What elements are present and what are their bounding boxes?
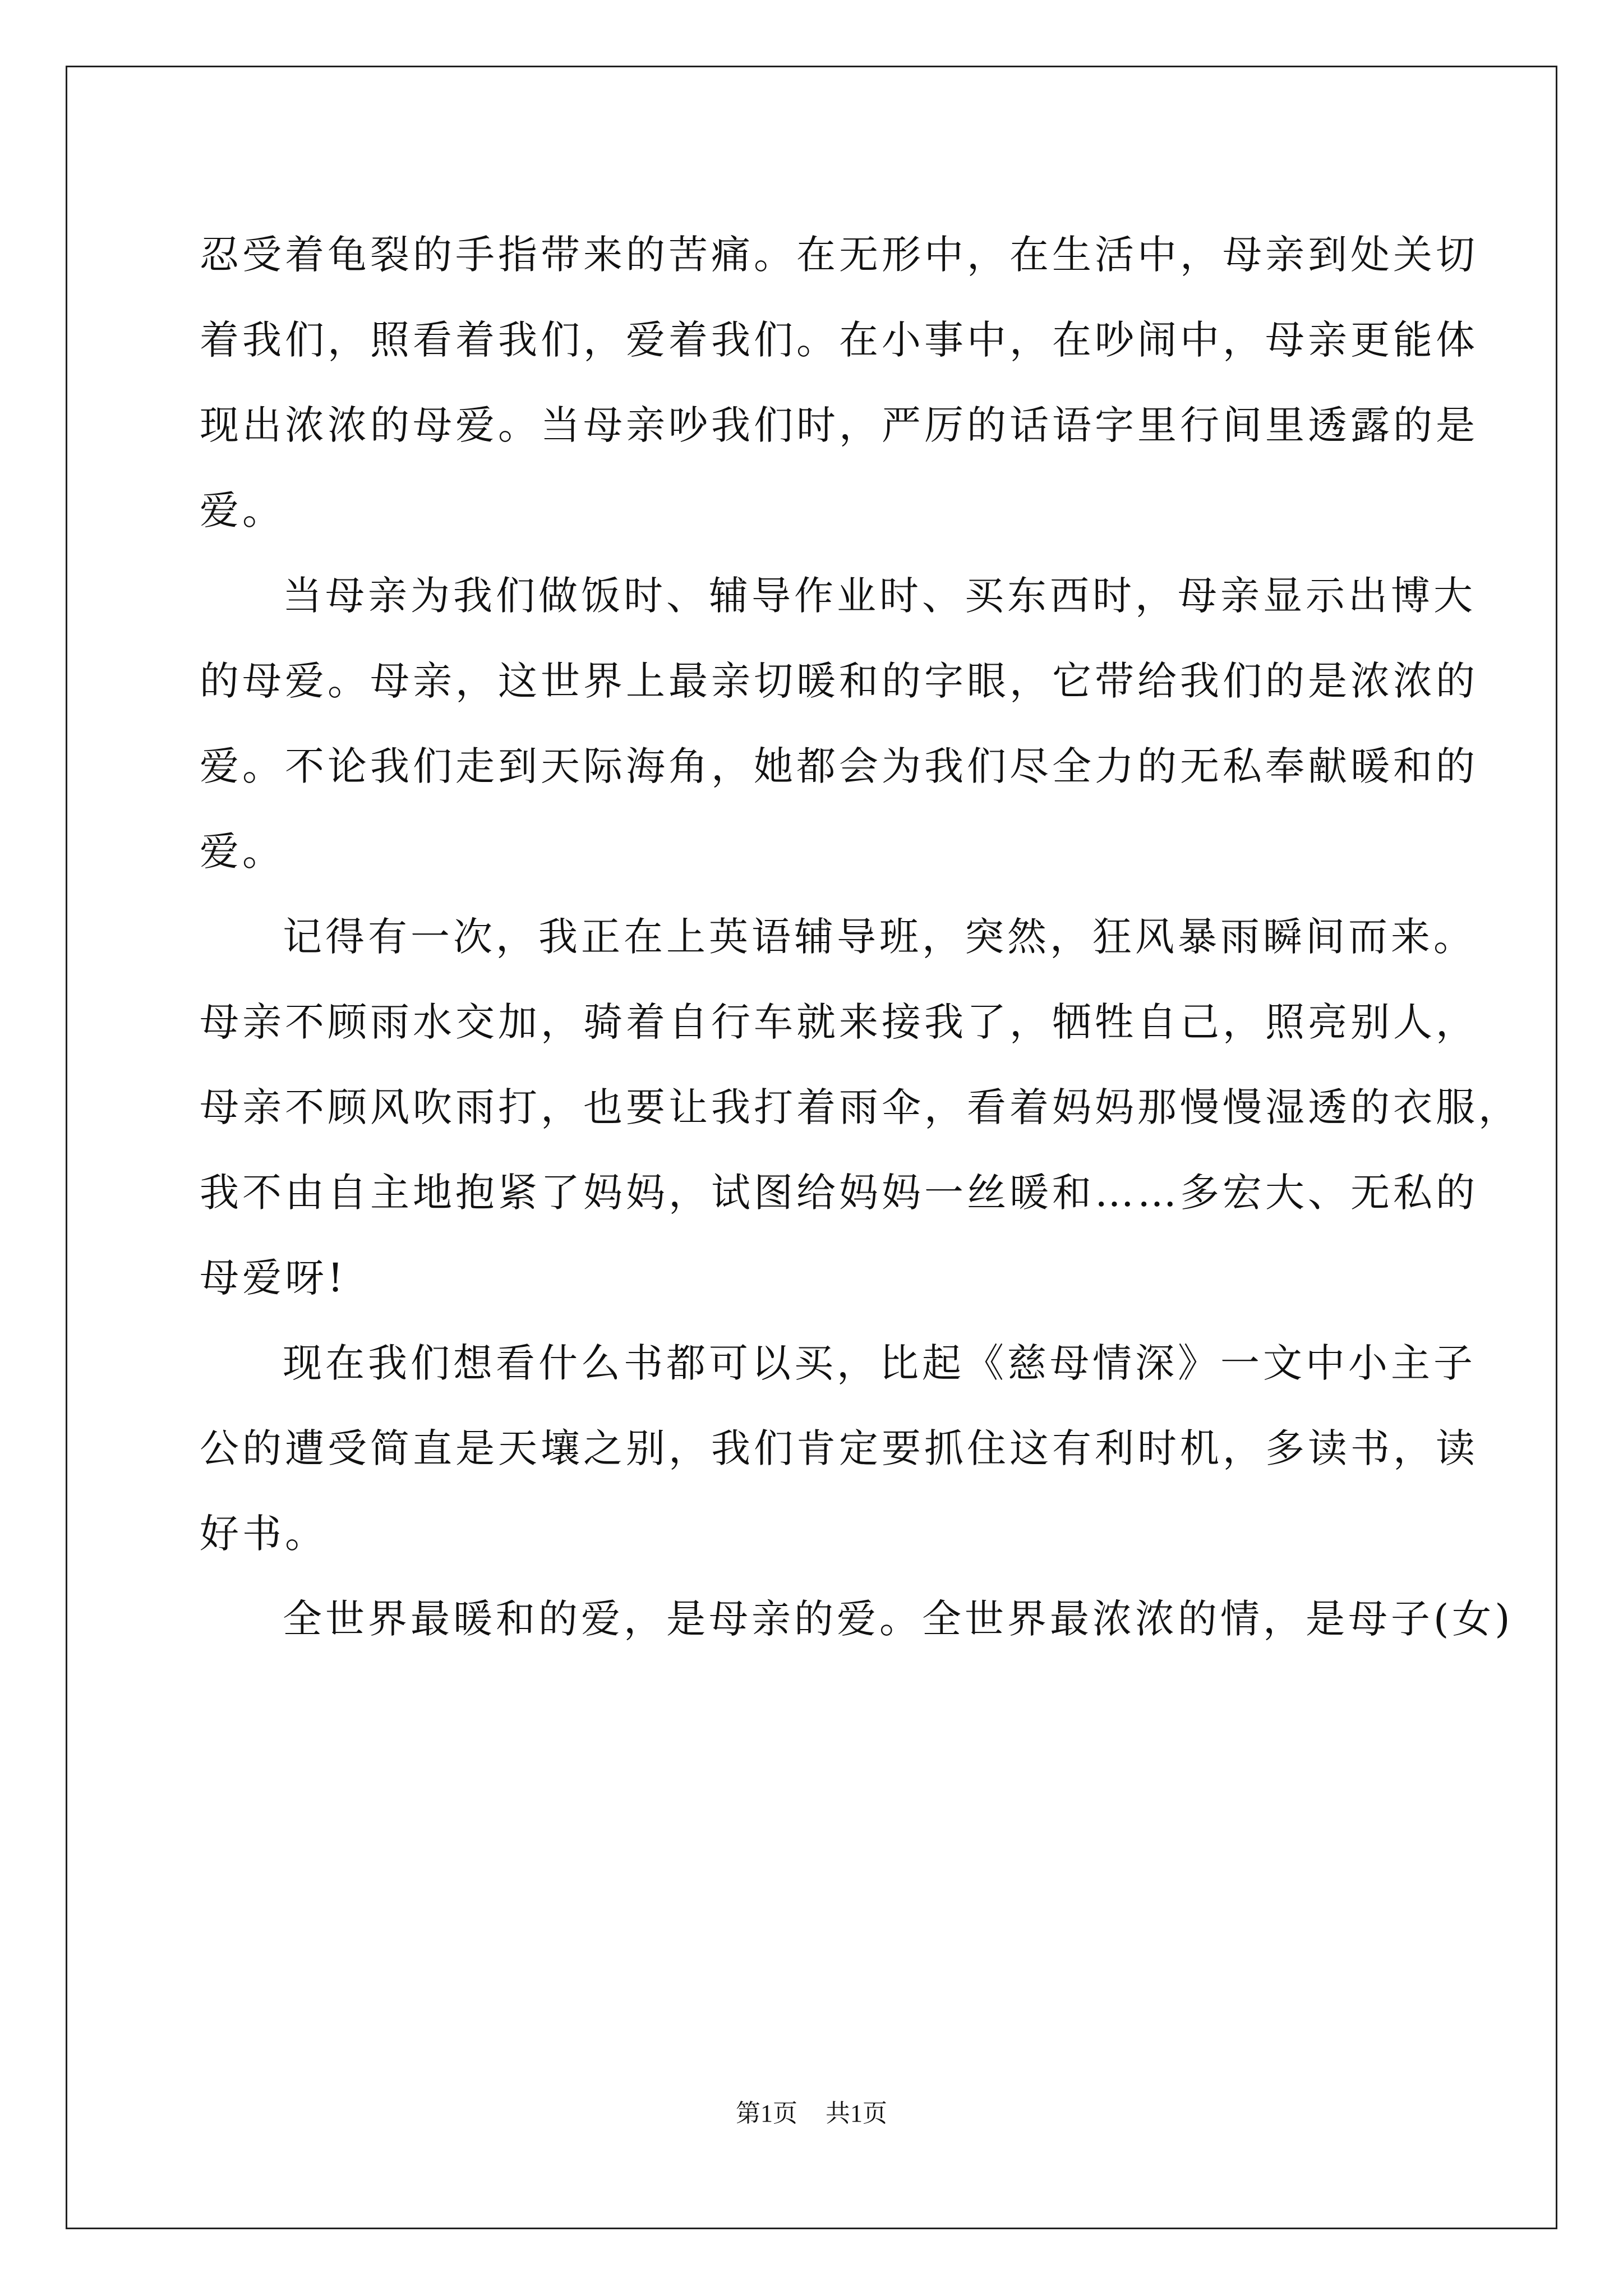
text-line: 的母爱。母亲，这世界上最亲切暖和的字眼，它带给我们的是浓浓的 bbox=[200, 658, 1478, 704]
paragraph-first-line: 全世界最暖和的爱，是母亲的爱。全世界最浓浓的情，是母子(女) bbox=[283, 1596, 1514, 1642]
paragraph-first-line: 记得有一次，我正在上英语辅导班，突然，狂风暴雨瞬间而来。 bbox=[283, 914, 1476, 960]
text-line: 母亲不顾风吹雨打，也要让我打着雨伞，看着妈妈那慢慢湿透的衣服， bbox=[200, 1084, 1521, 1130]
document-body bbox=[200, 212, 1521, 1662]
text-line: 爱。不论我们走到天际海角，她都会为我们尽全力的无私奉献暖和的 bbox=[200, 743, 1478, 789]
paragraph-first-line: 现在我们想看什么书都可以买，比起《慈母情深》一文中小主子 bbox=[283, 1340, 1476, 1386]
text-line: 母亲不顾雨水交加，骑着自行车就来接我了，牺牲自己，照亮别人， bbox=[200, 999, 1478, 1045]
text-line: 好书。 bbox=[200, 1511, 328, 1557]
text-line: 母爱呀! bbox=[200, 1255, 347, 1301]
page-footer bbox=[0, 2097, 1623, 2131]
text-line: 爱。 bbox=[200, 829, 285, 875]
page-total: 共1页 bbox=[826, 2100, 887, 2127]
text-line: 爱。 bbox=[200, 487, 285, 533]
text-line: 现出浓浓的母爱。当母亲吵我们时，严厉的话语字里行间里透露的是 bbox=[200, 402, 1478, 448]
text-line: 我不由自主地抱紧了妈妈，试图给妈妈一丝暖和……多宏大、无私的 bbox=[200, 1170, 1478, 1216]
text-line: 公的遭受简直是天壤之别，我们肯定要抓住这有利时机，多读书，读 bbox=[200, 1425, 1478, 1471]
page-number: 第1页 bbox=[736, 2100, 797, 2127]
text-line: 忍受着龟裂的手指带来的苦痛。在无形中，在生活中，母亲到处关切 bbox=[200, 232, 1478, 278]
text-line: 着我们，照看着我们，爱着我们。在小事中，在吵闹中，母亲更能体 bbox=[200, 317, 1478, 363]
paragraph-first-line: 当母亲为我们做饭时、辅导作业时、买东西时，母亲显示出博大 bbox=[283, 573, 1476, 619]
